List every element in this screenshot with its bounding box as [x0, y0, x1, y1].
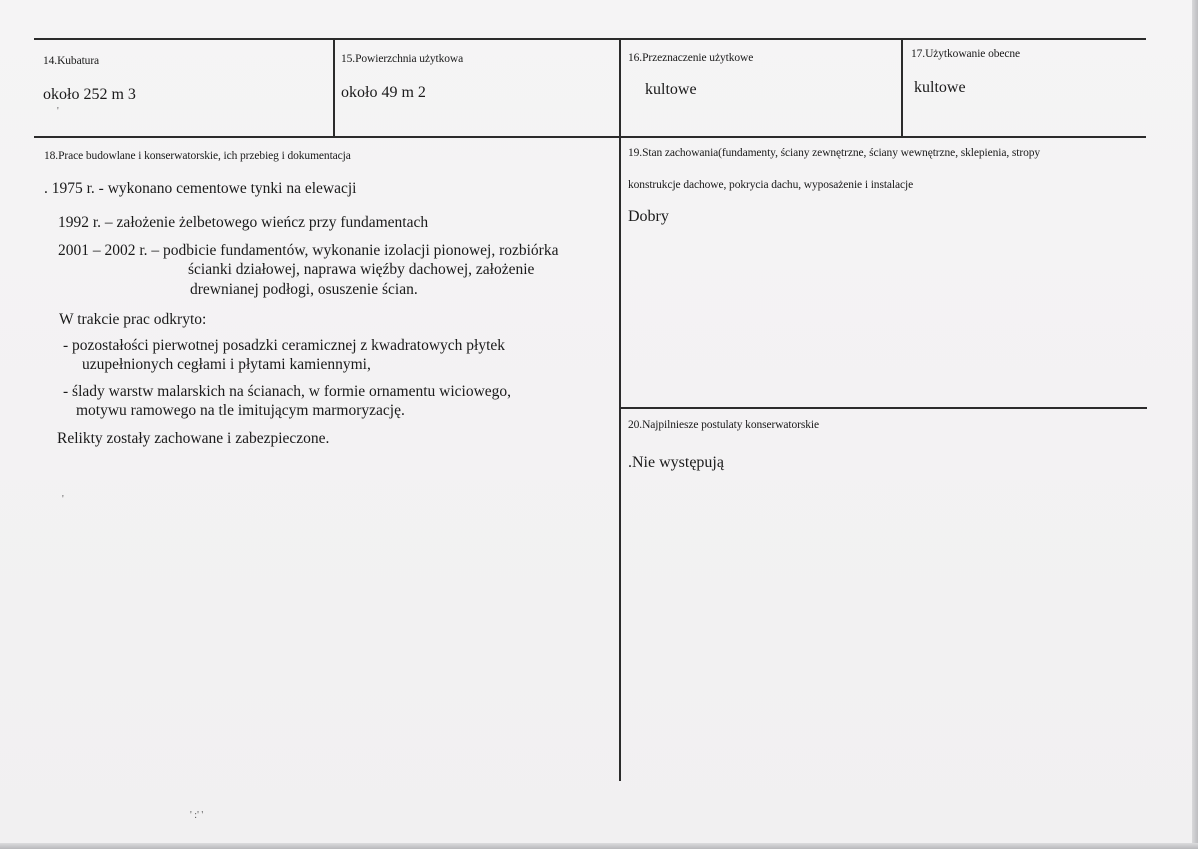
field-18-line-11: Relikty zostały zachowane i zabezpieczone. [57, 430, 330, 447]
field-17-label: 17.Użytkowanie obecne [911, 48, 1021, 60]
field-18-line-10: motywu ramowego na tle imitującym marmoryzację. [76, 402, 405, 419]
scan-speck: ' :' ' [190, 810, 204, 821]
field-18-line-4: ścianki działowej, naprawa więźby dachowej, założenie [188, 261, 535, 278]
field-19-label-line-2: konstrukcje dachowe, pokrycia dachu, wyposażenie i instalacje [628, 179, 914, 191]
column-divider-main [619, 39, 621, 781]
field-16-value: kultowe [645, 81, 697, 98]
column-divider-1 [333, 39, 335, 137]
field-19-label-line-1: 19.Stan zachowania(fundamenty, ściany zewnętrzne, ściany wewnętrzne, sklepienia, stropy [628, 147, 1041, 159]
right-column-divider-line [620, 407, 1147, 409]
top-border-line [34, 38, 1146, 40]
field-20-value: .Nie występują [628, 454, 724, 471]
field-16-label: 16.Przeznaczenie użytkowe [628, 52, 754, 64]
field-17-value: kultowe [914, 79, 966, 96]
field-18-line-6: W trakcie prac odkryto: [59, 311, 207, 328]
field-18-line-5: drewnianej podłogi, osuszenie ścian. [190, 281, 418, 298]
scan-speck: ' [62, 494, 64, 505]
field-18-line-9: - ślady warstw malarskich na ścianach, w formie ornamentu wiciowego, [63, 383, 512, 400]
scan-speck: ' [57, 106, 59, 117]
field-19-value: Dobry [628, 208, 669, 225]
field-14-value: około 252 m 3 [43, 86, 136, 103]
field-14-label: 14.Kubatura [43, 55, 100, 67]
column-divider-3 [901, 39, 903, 137]
sheet-edge-bottom [0, 843, 1198, 849]
field-20-label: 20.Najpilniesze postulaty konserwatorskie [628, 419, 820, 431]
field-18-line-7: - pozostałości pierwotnej posadzki ceramicznej z kwadratowych płytek [63, 337, 506, 354]
field-15-value: około 49 m 2 [341, 84, 426, 101]
field-18-line-3: 2001 – 2002 r. – podbicie fundamentów, wykonanie izolacji pionowej, rozbiórka [58, 242, 559, 259]
sheet-edge-right [1192, 0, 1198, 849]
field-18-line-8: uzupełnionych cegłami i płytami kamiennymi, [82, 356, 371, 373]
field-18-line-2: 1992 r. – założenie żelbetowego wieńcz przy fundamentach [58, 214, 429, 231]
row-divider-line [34, 136, 1146, 138]
field-18-label: 18.Prace budowlane i konserwatorskie, ich przebieg i dokumentacja [44, 150, 351, 162]
field-18-line-1: . 1975 r. - wykonano cementowe tynki na elewacji [44, 180, 357, 197]
field-15-label: 15.Powierzchnia użytkowa [341, 53, 464, 65]
